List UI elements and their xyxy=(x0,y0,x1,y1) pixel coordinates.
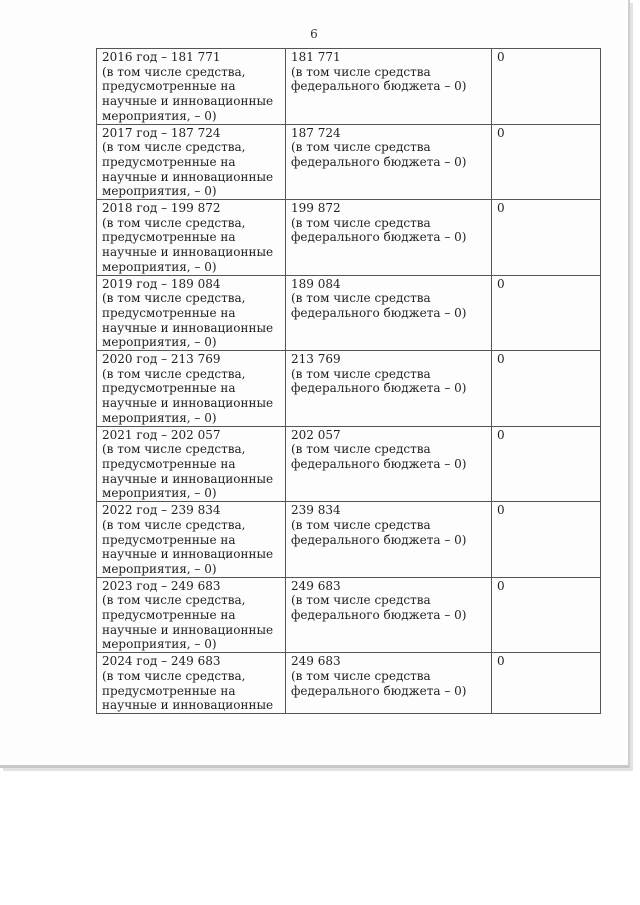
total-funding-cell xyxy=(97,577,286,653)
federal-budget-cell xyxy=(286,577,492,653)
table-row xyxy=(97,502,601,578)
table-row xyxy=(97,200,601,276)
total-funding-line: 2020 год – 213 769 xyxy=(102,352,221,367)
total-funding-cell xyxy=(97,275,286,351)
total-funding-cell xyxy=(97,49,286,125)
total-funding-line: научные и инновационные xyxy=(102,320,274,335)
total-funding-line: предусмотренные на xyxy=(102,154,236,169)
total-funding-line: 2022 год – 239 834 xyxy=(102,503,221,518)
federal-budget-line: 239 834 xyxy=(291,503,341,518)
federal-budget-line: 187 724 xyxy=(291,125,341,140)
total-funding-line: предусмотренные на xyxy=(102,683,236,698)
federal-budget-line: (в том числе средства xyxy=(291,668,431,683)
federal-budget-line: 213 769 xyxy=(291,352,341,367)
table-row xyxy=(97,426,601,502)
federal-budget-cell xyxy=(286,351,492,427)
total-funding-line: научные и инновационные xyxy=(102,622,274,637)
total-funding-cell xyxy=(97,426,286,502)
total-funding-line: (в том числе средства, xyxy=(102,593,246,608)
table-row xyxy=(97,275,601,351)
federal-budget-cell xyxy=(286,275,492,351)
total-funding-line: научные и инновационные xyxy=(102,396,274,411)
total-funding-cell xyxy=(97,653,286,714)
federal-budget-cell xyxy=(286,426,492,502)
total-funding-line: (в том числе средства, xyxy=(102,64,246,79)
federal-budget-line: (в том числе средства xyxy=(291,215,431,230)
other-funding-value: 0 xyxy=(497,201,505,216)
total-funding-line: мероприятия, – 0) xyxy=(102,410,217,425)
federal-budget-line: 199 872 xyxy=(291,201,341,216)
total-funding-cell xyxy=(97,502,286,578)
total-funding-line: мероприятия, – 0) xyxy=(102,259,217,274)
total-funding-line: предусмотренные на xyxy=(102,608,236,623)
other-funding-value: 0 xyxy=(497,352,505,367)
other-funding-cell xyxy=(492,124,601,200)
table-row xyxy=(97,124,601,200)
total-funding-line: мероприятия, – 0) xyxy=(102,184,217,199)
federal-budget-cell xyxy=(286,49,492,125)
budget-table-body xyxy=(97,49,601,714)
total-funding-line: предусмотренные на xyxy=(102,305,236,320)
total-funding-line: мероприятия, – 0) xyxy=(102,335,217,350)
other-funding-cell xyxy=(492,275,601,351)
federal-budget-line: (в том числе средства xyxy=(291,442,431,457)
total-funding-line: 2021 год – 202 057 xyxy=(102,427,221,442)
total-funding-line: 2016 год – 181 771 xyxy=(102,50,221,64)
other-funding-value: 0 xyxy=(497,578,505,593)
federal-budget-line: федерального бюджета – 0) xyxy=(291,79,467,94)
total-funding-line: предусмотренные на xyxy=(102,532,236,547)
other-funding-cell xyxy=(492,653,601,714)
total-funding-line: (в том числе средства, xyxy=(102,668,246,683)
other-funding-value: 0 xyxy=(497,50,505,64)
total-funding-line: научные и инновационные xyxy=(102,245,274,260)
total-funding-line: 2017 год – 187 724 xyxy=(102,125,221,140)
federal-budget-line: (в том числе средства xyxy=(291,64,431,79)
page-number: 6 xyxy=(310,27,318,41)
total-funding-line: (в том числе средства, xyxy=(102,215,246,230)
federal-budget-line: федерального бюджета – 0) xyxy=(291,230,467,245)
federal-budget-cell xyxy=(286,653,492,714)
other-funding-value: 0 xyxy=(497,125,505,140)
total-funding-line: (в том числе средства, xyxy=(102,140,246,155)
other-funding-value: 0 xyxy=(497,276,505,291)
federal-budget-line: (в том числе средства xyxy=(291,291,431,306)
federal-budget-line: федерального бюджета – 0) xyxy=(291,532,467,547)
total-funding-line: научные и инновационные xyxy=(102,698,274,713)
federal-budget-line: федерального бюджета – 0) xyxy=(291,683,467,698)
other-funding-value: 0 xyxy=(497,503,505,518)
other-funding-cell xyxy=(492,577,601,653)
federal-budget-cell xyxy=(286,124,492,200)
total-funding-line: мероприятия, – 0) xyxy=(102,486,217,501)
federal-budget-line: 249 683 xyxy=(291,654,341,669)
total-funding-line: мероприятия, – 0) xyxy=(102,561,217,576)
federal-budget-line: федерального бюджета – 0) xyxy=(291,381,467,396)
total-funding-line: 2023 год – 249 683 xyxy=(102,578,221,593)
other-funding-cell xyxy=(492,49,601,125)
federal-budget-cell xyxy=(286,200,492,276)
federal-budget-line: федерального бюджета – 0) xyxy=(291,305,467,320)
federal-budget-line: федерального бюджета – 0) xyxy=(291,608,467,623)
budget-table xyxy=(96,48,601,714)
table-row xyxy=(97,351,601,427)
total-funding-line: научные и инновационные xyxy=(102,169,274,184)
total-funding-line: 2024 год – 249 683 xyxy=(102,654,221,669)
total-funding-line: научные и инновационные xyxy=(102,471,274,486)
other-funding-value: 0 xyxy=(497,654,505,669)
table-row xyxy=(97,49,601,125)
other-funding-cell xyxy=(492,351,601,427)
total-funding-cell xyxy=(97,124,286,200)
federal-budget-line: 202 057 xyxy=(291,427,341,442)
total-funding-line: (в том числе средства, xyxy=(102,291,246,306)
total-funding-line: (в том числе средства, xyxy=(102,517,246,532)
total-funding-cell xyxy=(97,351,286,427)
total-funding-line: 2018 год – 199 872 xyxy=(102,201,221,216)
total-funding-line: мероприятия, – 0) xyxy=(102,108,217,123)
other-funding-cell xyxy=(492,502,601,578)
total-funding-line: 2019 год – 189 084 xyxy=(102,276,221,291)
federal-budget-line: 181 771 xyxy=(291,50,341,64)
total-funding-line: (в том числе средства, xyxy=(102,366,246,381)
total-funding-line: мероприятия, – 0) xyxy=(102,637,217,652)
other-funding-value: 0 xyxy=(497,427,505,442)
other-funding-cell xyxy=(492,426,601,502)
total-funding-line: научные и инновационные xyxy=(102,94,274,109)
total-funding-line: предусмотренные на xyxy=(102,381,236,396)
federal-budget-line: федерального бюджета – 0) xyxy=(291,154,467,169)
federal-budget-line: 249 683 xyxy=(291,578,341,593)
federal-budget-line: (в том числе средства xyxy=(291,366,431,381)
federal-budget-line: федерального бюджета – 0) xyxy=(291,456,467,471)
total-funding-line: предусмотренные на xyxy=(102,230,236,245)
federal-budget-line: (в том числе средства xyxy=(291,517,431,532)
total-funding-line: научные и инновационные xyxy=(102,547,274,562)
table-row xyxy=(97,577,601,653)
federal-budget-line: (в том числе средства xyxy=(291,593,431,608)
total-funding-cell xyxy=(97,200,286,276)
total-funding-line: предусмотренные на xyxy=(102,79,236,94)
federal-budget-cell xyxy=(286,502,492,578)
table-row xyxy=(97,653,601,714)
other-funding-cell xyxy=(492,200,601,276)
federal-budget-line: 189 084 xyxy=(291,276,341,291)
federal-budget-line: (в том числе средства xyxy=(291,140,431,155)
total-funding-line: (в том числе средства, xyxy=(102,442,246,457)
total-funding-line: предусмотренные на xyxy=(102,456,236,471)
